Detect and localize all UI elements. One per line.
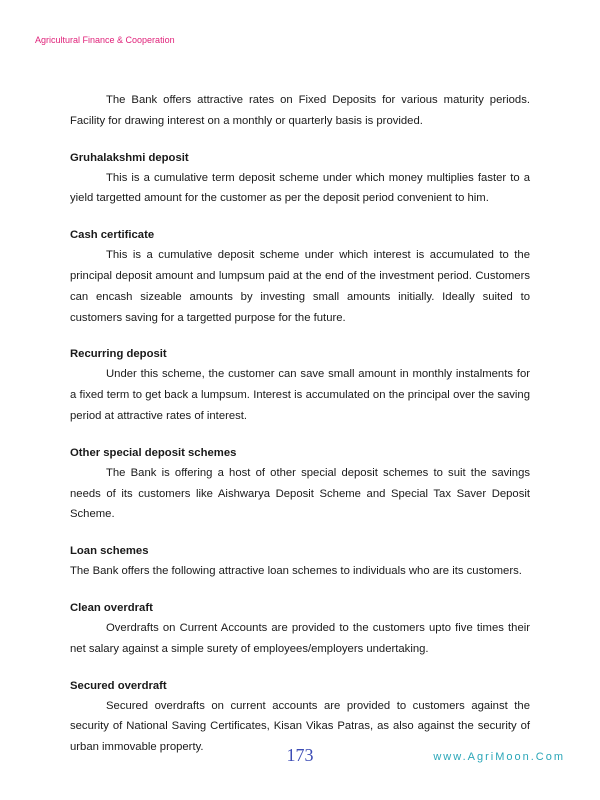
section-heading: Gruhalakshmi deposit (70, 151, 189, 164)
section-heading: Clean overdraft (70, 601, 153, 614)
section-recurring-deposit (70, 346, 530, 426)
section-heading: Cash certificate (70, 229, 155, 242)
section-clean-overdraft (70, 600, 530, 660)
section-heading: Other special deposit schemes (70, 446, 237, 459)
document-body (70, 90, 530, 758)
running-header-title: Agricultural Finance & Cooperation (35, 35, 175, 45)
page-number: 173 (286, 745, 314, 765)
section-body: Overdrafts on Current Accounts are provided to the customers upto five times their net salary against a simple surety of employees/employers undertaking. (70, 621, 530, 655)
footer-website: www.AgriMoon.Com (433, 751, 565, 763)
section-body: The Bank is offering a host of other special deposit schemes to suit the savings needs of its customers like Aishwarya Deposit Scheme and Special Tax Saver Deposit Scheme. (70, 466, 530, 521)
section-body: Secured overdrafts on current accounts are provided to customers against the security of National Saving Certificates, Kisan Vikas Patras, as also against the security of urban immovable property. (70, 699, 530, 754)
section-body: Under this scheme, the customer can save small amount in monthly instalments for a fixed term to get back a lumpsum. Interest is accumulated on the principal over the saving period at attractive rates of interest. (70, 368, 530, 422)
section-loan-schemes (70, 543, 530, 582)
section-body: This is a cumulative deposit scheme under which interest is accumulated to the principal deposit amount and lumpsum paid at the end of the investment period. Customers can encash sizeable amounts by investing small amounts initially. Ideally suited to customers saving for a targetted purpose for the future. (70, 249, 530, 324)
section-body: The Bank offers the following attractive loan schemes to individuals who are its customers. (70, 565, 522, 578)
section-gruhalakshmi (70, 150, 530, 210)
intro-paragraph: The Bank offers attractive rates on Fixed Deposits for various maturity periods. Facility for drawing interest on a monthly or quarterly basis is provided. (70, 94, 530, 127)
section-heading: Loan schemes (70, 545, 149, 558)
section-heading: Recurring deposit (70, 348, 167, 361)
section-cash-certificate (70, 227, 530, 328)
section-body: This is a cumulative term deposit scheme under which money multiplies faster to a yield targetted amount for the customer as per the deposit period convenient to him. (70, 171, 530, 205)
section-other-special-deposits (70, 445, 530, 525)
section-heading: Secured overdraft (70, 679, 167, 692)
